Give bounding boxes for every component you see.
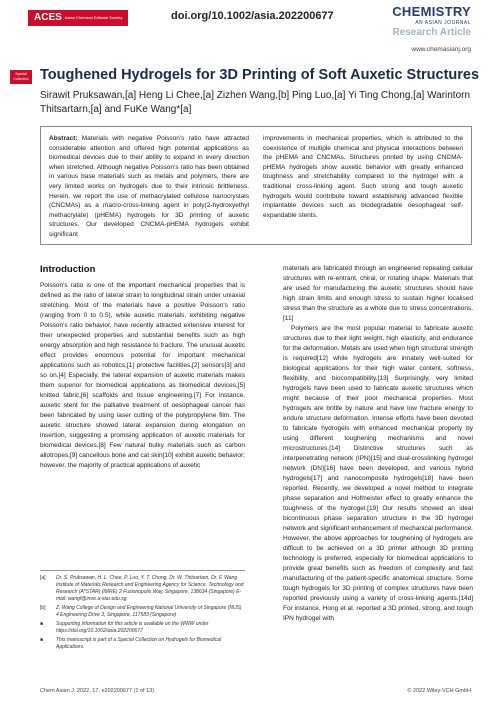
article-type: Research Article <box>392 27 471 38</box>
abstract-box <box>40 126 472 245</box>
section-heading-introduction: Introduction <box>40 264 96 275</box>
footnote: [b] Z. Wang College of Design and Engineering National University of Singapore (NUS) 4 Engineering Drive 3, Singapore, 117583 (Singapore) <box>40 605 242 618</box>
abstract-left: Abstract: Materials with negative Poisson's ratio have attracted considerable attention and offered high potential applications as biomedical devices due to their ability to expand in every direction when stretched. Although negative Poisson's ratio has been obtained in various base materials such as metals and polymers, there are very limited works on hydrogels due to their intrinsic brittleness. Herein, we report the use of methacrylated cellulose nanocrystals (CNCMAs) as a macro-cross-linking agent in poly(2-hydroxyethyl methacrylate) (pHEMA) hydrogels for 3D printing of auxetic structures. Our developed CNCMA-pHEMA hydrogels exhibit significant <box>49 135 249 238</box>
abstract-label: Abstract: <box>49 135 78 142</box>
aces-logo: ACES Asian Chemical Editorial Society <box>28 10 128 26</box>
paragraph: materials are fabricated through an engineered repeating cellular structures with re-entrant, chiral, or rotating shape. Materials that are used for manufacturing the auxetic structures should have high strain limits and enough stress to sustain higher localised stress than the structure as a whole due to stress concentrations.[11] <box>283 265 473 322</box>
page-header <box>0 0 496 44</box>
abstract-right: improvements in mechanical properties, which is attributed to the coexistence of multiple chemical and physical interactions between the pHEMA and CNCMAs. Structures printed by using CNCMA-pHEMA hydrogels show auxetic behavior with greatly enhanced toughness and stretchability compared to the hydrogel with a traditional cross-linking agent. Such strong and tough auxetic hydrogels would contribute toward establishing advanced flexible implantable devices such as biodegradable oesophageal self-expandable stents. <box>263 135 463 219</box>
journal-title: CHEMISTRY <box>392 4 471 19</box>
body-column-left <box>40 281 245 471</box>
journal-subtitle: AN ASIAN JOURNAL <box>415 20 471 26</box>
author-list: Sirawit Pruksawan,[a] Heng Li Chee,[a] Zizhen Wang,[b] Ping Luo,[a] Yi Ting Chong,[a] Warintorn Thitsartarn,[a] and FuKe Wang*[a] <box>40 90 471 115</box>
page-footer: Chem Asian J. 2022, 17, e202200677 (1 of 13) <box>40 688 155 694</box>
body-column-right <box>283 264 473 624</box>
paragraph: Poisson's ratio is one of the important mechanical properties that is defined as the ratio of lateral strain to longitudinal strain under uniaxial stretching. Most of the materials have a positive Poisson's ratio (ranging from 0 to 0.5), while auxetic materials, exhibiting negative Poisson's ratio behavior, have recently attracted extensive interest for their unexpected properties and substantial benefits such as high energy absorption and high resistance to fracture. The unusual auxetic effect provides enormous potential for important mechanical applications such as robotics,[1] protective facilities,[2] sensors[3] and so on.[4] Especially, the lateral expansion of auxetic materials makes them superior for biomedical applications as biomedical devices,[5] knitted fabric,[6] scaffolds and tissue engineering.[7] For instance, auxetic stent for the palliative treatment of oesophageal cancer has been fabricated by using laser cutting of the polypropylene film. The auxetic structure showed lateral expansion during elongation on insertion, suggesting a promising application of auxetic materials for biomedical devices.[8] Few natural bulky materials such as carbon allotropes,[9] cancellous bone and cat skin[10] exhibit auxetic behavior; however, the majority of practical applications of auxetic <box>40 282 245 469</box>
article-title: Toughened Hydrogels for 3D Printing of Soft Auxetic Structures <box>40 67 480 83</box>
doi-link[interactable]: doi.org/10.1002/asia.202200677 <box>171 10 334 22</box>
footnote: [a] Dr. S. Pruksawan, H. L. Chee, P. Luo, Y. T. Chong, Dr. W. Thitsartarn, Dr. F. Wang Institute of Materials Research and Engineering Agency for Science, Technology and Research (A*STAR) (IMRE) 2 Fusionopolis Way, Singapore, 138634 (Singapore) E-mail: wangf@imre.a-star.edu.sg <box>40 575 244 602</box>
footnote[interactable]: ■ Supporting information for this article is available on the WWW under https://doi.org/10.1002/asia.202200677 <box>40 621 209 634</box>
footnote: ■ This manuscript is part of a Special Collection on Hydrogels for Biomedical Applications. <box>40 637 222 650</box>
affiliation-footnotes <box>40 570 245 653</box>
special-collection-badge: Special Collection <box>10 70 32 84</box>
paragraph: Polymers are the most popular material to fabricate auxetic structures due to their light weight, high elasticity, and endurance for the deformation. Metals are used when high structural strength is required[12] while hydrogels are innately well-suited for biological applications for their high water content, softness, flexibility, and biocompatibility.[13] Surprisingly, very limited hydrogels have been used to fabricate auxetic structures which might because of their poor mechanical properties. Most hydrogels are brittle by nature and have low fracture energy to endure structure deformation. Intense efforts have been devoted to fabricate hydrogels with enhanced mechanical property by using different toughening mechanisms and novel microstructures.[14] Distinctive structures such as interpenetrating network (IPN)[15] and dual-crosslinking hydrogel network (DN)[16] have been developed, and various hybrid hydrogels[17] and nanocomposite hydrogels[18] have been reported. Recently, we developed a novel method to integrate phase separation and Hofmeister effect to greatly enhance the toughness of the hydrogel.[19] Our results showed an ideal bicontinuous phase separation structure in the 3D hydrogel network and significant enhancement of mechanical performance. However, the above approaches for toughening of hydrogels are difficult to be achieved on a 3D printer although 3D printing technology is preferred, especially for biomedical applications to provide great benefits such as freedom of complexity and fast manufacturing of the patient-specific anatomical structure. Some tough hydrogels for 3D printing of complex structures have been reported previously using a variety of cross-linking agents.[14d] For instance, Hong et al. reported a 3D printed, strong, and tough IPN hydrogel with <box>283 325 473 622</box>
journal-url[interactable]: www.chemasianj.org <box>411 46 471 53</box>
copyright: © 2022 Wiley-VCH GmbH <box>407 688 471 694</box>
